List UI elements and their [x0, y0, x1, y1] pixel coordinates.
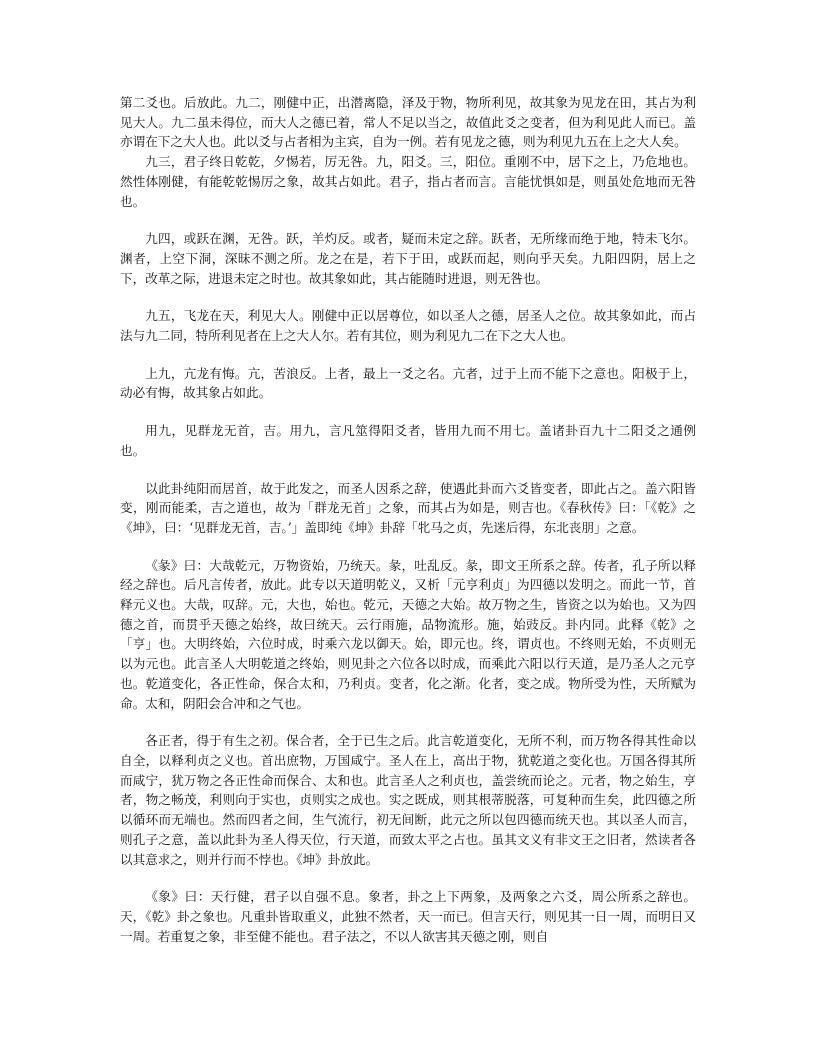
paragraph-yong-jiu: 用九，见群龙无首，吉。用九，言凡筮得阳爻者，皆用九而不用七。盖诸卦百九十二阳爻之通例也。 [120, 423, 696, 458]
paragraph-shang-jiu: 上九，亢龙有悔。亢，苦浪反。上者，最上一爻之名。亢者，过于上而不能下之意也。阳极于上，动必有悔，故其象占如此。 [120, 365, 696, 401]
paragraph-xiang-commentary: 《象》曰：天行健，君子以自强不息。象者，卦之上下两象，及两象之六爻，周公所系之辞也。天，《乾》卦之象也。凡重卦皆取重义，此独不然者，天一而已。但言天行，则见其一日一周，而明日又一周。若重复之象，非至健不能也。君子法之，不以人欲害其天德之刚，则自 [120, 889, 696, 944]
paragraph-jiu-san: 九三，君子终日乾乾，夕惕若，厉无咎。九，阳爻。三，阳位。重刚不中，居下之上，乃危地也。然性体刚健，有能乾乾惕厉之象，故其占如此。君子，指占者而言。言能忧惧如是，则虽处危地而无咎也。 [120, 154, 696, 209]
paragraph-ge-zheng: 各正者，得于有生之初。保合者，全于已生之后。此言乾道变化，无所不利，而万物各得其性命以自全，以释利贞之义也。首出庶物，万国咸宁。圣人在上，高出于物，犹乾道之变化也。万国各得其所而咸宁，犹万物之各正性命而保合、太和也。此言圣人之利贞也，盖尝统而论之。元者，物之始生，亨者，物之畅茂，利则向于实也，贞则实之成也。实之既成，则其根蒂脱落，可复种而生矣，此四德之所以循环而无端也。然而四者之间，生气流行，初无间断，此元之所以包四德而统天也。其以圣人而言，则孔子之意，盖以此卦为圣人得天位，行天道，而致太平之占也。虽其文义有非文王之旧者，然读者各以其意求之，则并行而不悖也。《坤》卦放此。 [120, 733, 696, 867]
paragraph-jiu-er: 第二爻也。后放此。九二，刚健中正，出潜离隐，泽及于物，物所利见，故其象为见龙在田，其占为利见大人。九二虽未得位，而大人之德已着，常人不足以当之，故值此爻之变者，但为利见此人而已。盖亦谓在下之大人也。此以爻与占者相为主宾，自为一例。若有见龙之德，则为利见九五在上之大人矣。 [120, 95, 696, 150]
document-page [120, 93, 696, 946]
paragraph-qun-long-wu-shou: 以此卦纯阳而居首，故于此发之，而圣人因系之辞，使遇此卦而六爻皆变者，即此占之。盖六阳皆变，刚而能柔，吉之道也，故为「群龙无首」之象，而其占为如是，则吉也。《春秋传》曰：「《乾》之《坤》，曰：‘见群龙无首，吉。’」盖即纯《坤》卦辞「牝马之贞，先迷后得，东北丧朋」之意。 [120, 480, 696, 535]
paragraph-jiu-wu: 九五，飞龙在天，利见大人。刚健中正以居尊位，如以圣人之德，居圣人之位。故其象如此，而占法与九二同，特所利见者在上之大人尔。若有其位，则为利见九二在下之大人也。 [120, 308, 696, 344]
paragraph-jiu-si: 九四，或跃在渊，无咎。跃，羊灼反。或者，疑而未定之辞。跃者，无所缘而绝于地，特未飞尔。渊者，上空下洞，深昧不测之所。龙之在是，若下于田，或跃而起，则向乎天矣。九阳四阴，居上之下，改革之际，进退未定之时也。故其象如此，其占能随时进退，则无咎也。 [120, 231, 696, 286]
paragraph-tuan-commentary: 《彖》曰：大哉乾元，万物资始，乃统天。彖，吐乱反。彖，即文王所系之辞。传者，孔子所以释经之辞也。后凡言传者，放此。此专以天道明乾义，又析「元亨利贞」为四德以发明之。而此一节，首释元义也。大哉，叹辞。元，大也，始也。乾元，天德之大始。故万物之生，皆资之以为始也。又为四德之首，而贯乎天德之始终，故曰统天。云行雨施，品物流形。施，始豉反。卦内同。此释《乾》之「亨」也。大明终始，六位时成，时乘六龙以御天。始，即元也。终，谓贞也。不终则无始，不贞则无以为元也。此言圣人大明乾道之终始，则见卦之六位各以时成，而乘此六阳以行天道，是乃圣人之元亨也。乾道变化，各正性命，保合太和，乃利贞。变者，化之渐。化者，变之成。物所受为性，天所赋为命。太和，阴阳会合冲和之气也。 [120, 557, 696, 711]
